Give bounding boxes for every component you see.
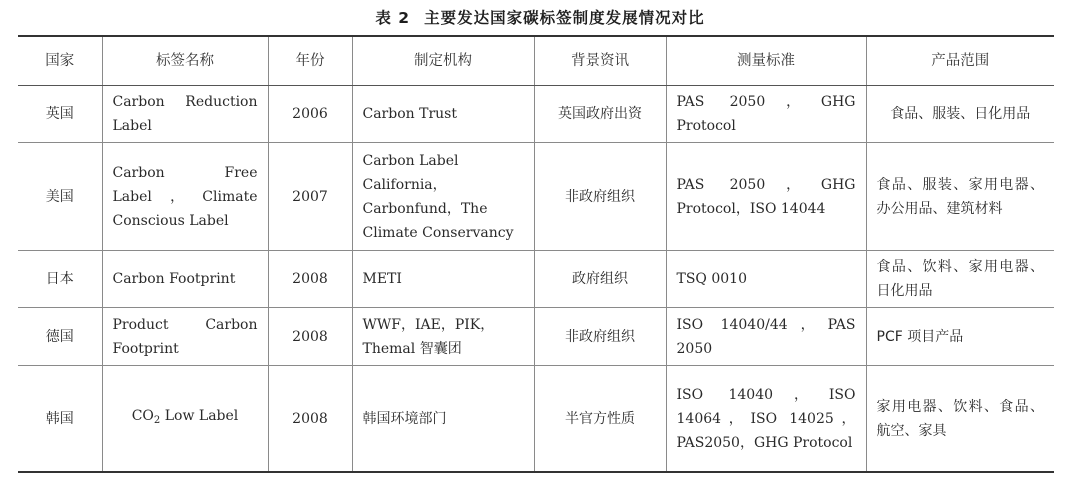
cell-country: 德国: [18, 308, 102, 366]
cell-standard: PAS 2050，GHG Protocol: [666, 86, 866, 143]
cell-year: 2008: [268, 308, 352, 366]
cell-background: 非政府组织: [534, 143, 666, 251]
table-row: [18, 308, 1054, 366]
table-title-text: 主要发达国家碳标签制度发展情况对比: [424, 9, 705, 27]
table-row: [18, 251, 1054, 308]
table-header-row: [18, 36, 1054, 86]
cell-background: 英国政府出资: [534, 86, 666, 143]
header-country: 国家: [18, 36, 102, 86]
cell-standard: PAS 2050，GHG Protocol，ISO 14044: [666, 143, 866, 251]
cell-label-name: Carbon Free Label，Climate Conscious Label: [102, 143, 268, 251]
header-label-name: 标签名称: [102, 36, 268, 86]
cell-agency: Carbon Label California，Carbonfund，The Climate Conservancy: [352, 143, 534, 251]
table-title: [0, 6, 1080, 28]
cell-label-name: [102, 366, 268, 473]
table-row: [18, 143, 1054, 251]
table-number: 表 2: [375, 9, 411, 27]
co2-label-suffix: Low Label: [160, 408, 239, 424]
cell-year: 2006: [268, 86, 352, 143]
cell-year: 2007: [268, 143, 352, 251]
cell-standard: ISO 14040，ISO 14064，ISO 14025，PAS2050，GHG Protocol: [666, 366, 866, 473]
header-agency: 制定机构: [352, 36, 534, 86]
co2-subscript: 2: [153, 415, 161, 426]
cell-product-scope: 家用电器、饮料、食品、航空、家具: [866, 366, 1054, 473]
co2-formula: [132, 408, 161, 424]
cell-year: 2008: [268, 366, 352, 473]
cell-standard: ISO 14040/44，PAS 2050: [666, 308, 866, 366]
co2-co: CO: [131, 408, 154, 424]
header-standard: 测量标准: [666, 36, 866, 86]
header-year: 年份: [268, 36, 352, 86]
cell-country: 韩国: [18, 366, 102, 473]
cell-label-name: Carbon Footprint: [102, 251, 268, 308]
table-row: [18, 366, 1054, 473]
cell-country: 日本: [18, 251, 102, 308]
cell-product-scope: 食品、饮料、家用电器、日化用品: [866, 251, 1054, 308]
table-row: [18, 86, 1054, 143]
cell-product-scope: PCF 项目产品: [866, 308, 1054, 366]
cell-product-scope: 食品、服装、日化用品: [866, 86, 1054, 143]
cell-standard: TSQ 0010: [666, 251, 866, 308]
cell-country: 英国: [18, 86, 102, 143]
cell-background: 半官方性质: [534, 366, 666, 473]
header-background: 背景资讯: [534, 36, 666, 86]
cell-country: 美国: [18, 143, 102, 251]
header-product-scope: 产品范围: [866, 36, 1054, 86]
comparison-table: [18, 35, 1054, 473]
cell-label-name: Carbon Reduction Label: [102, 86, 268, 143]
cell-label-name: Product Carbon Footprint: [102, 308, 268, 366]
cell-background: 政府组织: [534, 251, 666, 308]
cell-agency: Carbon Trust: [352, 86, 534, 143]
cell-product-scope: 食品、服装、家用电器、办公用品、建筑材料: [866, 143, 1054, 251]
cell-agency: METI: [352, 251, 534, 308]
cell-year: 2008: [268, 251, 352, 308]
cell-background: 非政府组织: [534, 308, 666, 366]
cell-agency: 韩国环境部门: [352, 366, 534, 473]
cell-agency: WWF，IAE，PIK，Themal 智囊团: [352, 308, 534, 366]
